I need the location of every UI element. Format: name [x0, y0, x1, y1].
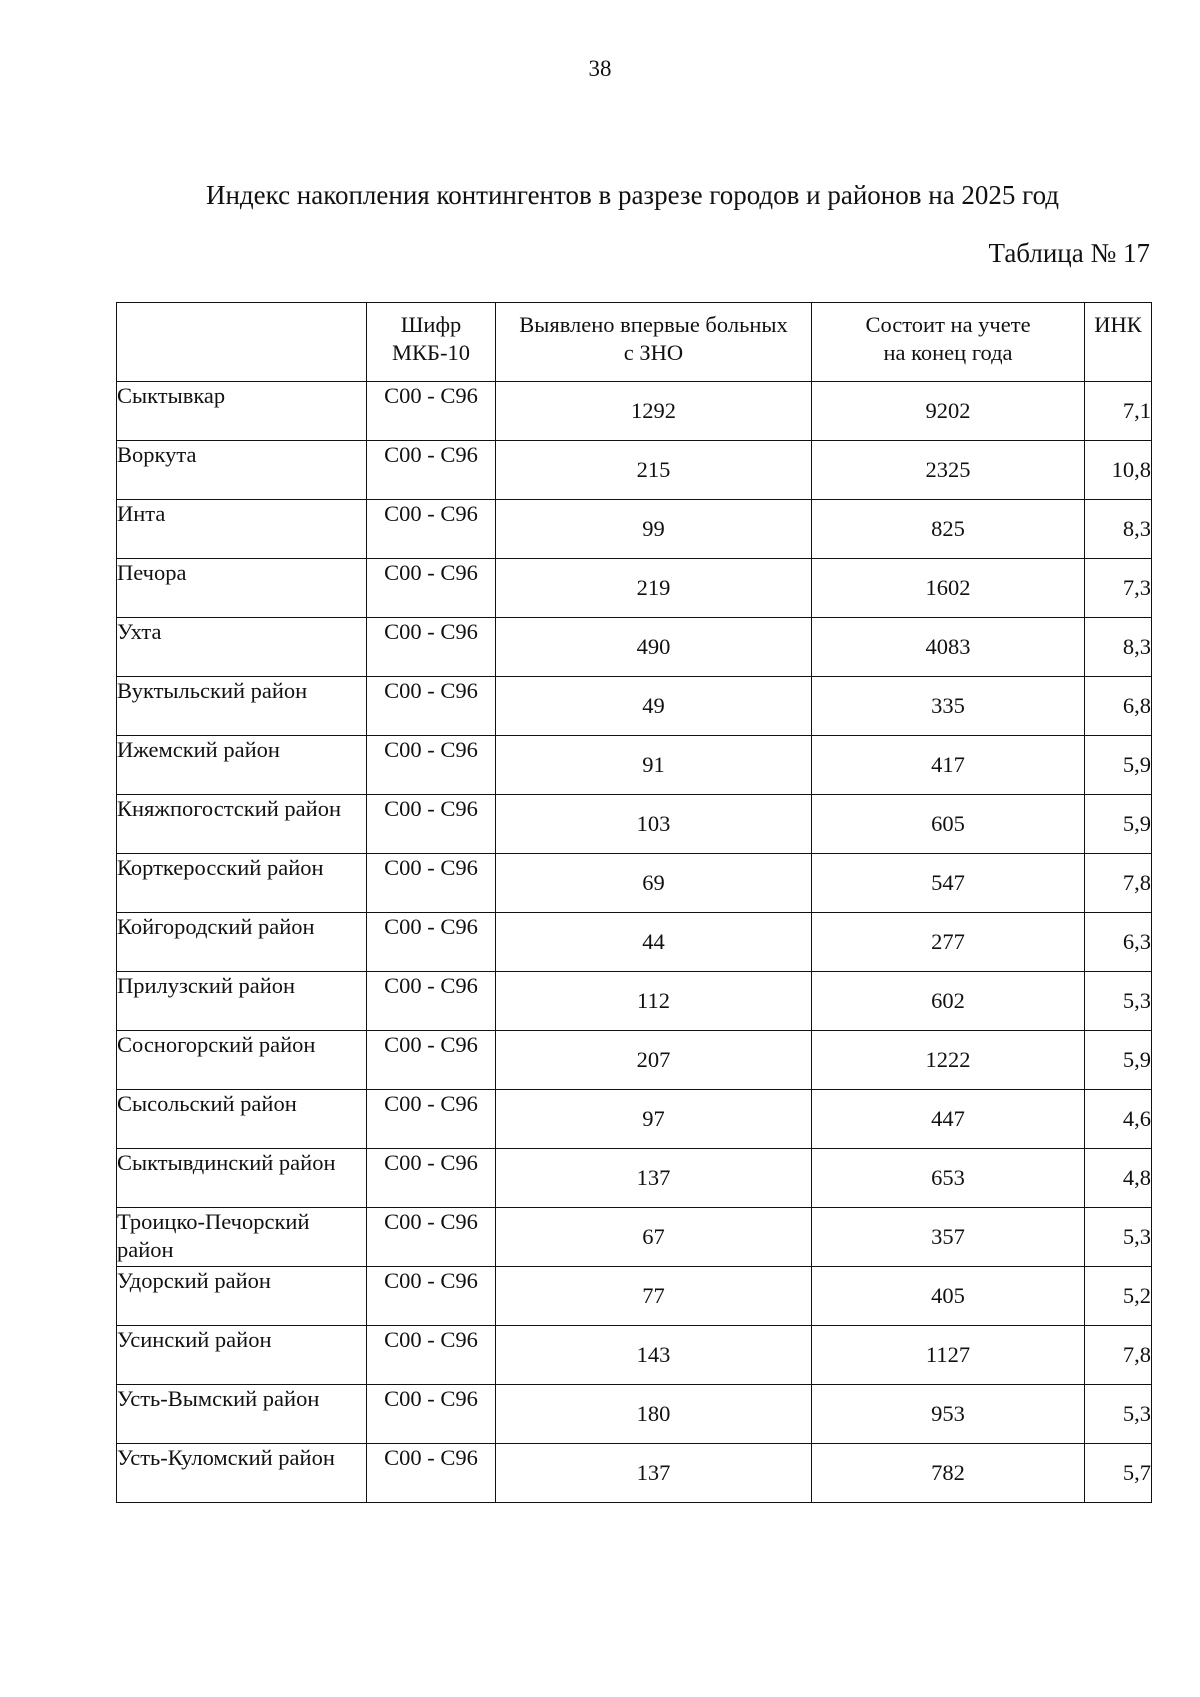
table-row [117, 736, 1152, 795]
cell-ink: 6,8 [1085, 677, 1152, 736]
cell-new-cases: 49 [496, 677, 812, 736]
cell-ink: 8,3 [1085, 500, 1152, 559]
cell-code: С00 - С96 [367, 1444, 496, 1503]
cell-region: Инта [117, 500, 367, 559]
table-row [117, 1326, 1152, 1385]
cell-region: Усть-Вымский район [117, 1385, 367, 1444]
header-code-line2: МКБ-10 [392, 340, 470, 365]
cell-region: Сысольский район [117, 1090, 367, 1149]
table-row [117, 618, 1152, 677]
cell-region: Усть-Куломский район [117, 1444, 367, 1503]
cell-registered: 953 [812, 1385, 1085, 1444]
cell-ink: 7,3 [1085, 559, 1152, 618]
cell-region: Княжпогостский район [117, 795, 367, 854]
cell-region: Вуктыльский район [117, 677, 367, 736]
cell-registered: 2325 [812, 441, 1085, 500]
cell-registered: 547 [812, 854, 1085, 913]
cell-registered: 605 [812, 795, 1085, 854]
cell-new-cases: 97 [496, 1090, 812, 1149]
cell-new-cases: 137 [496, 1444, 812, 1503]
cell-registered: 357 [812, 1208, 1085, 1267]
page-number: 38 [588, 56, 612, 81]
cell-ink: 5,2 [1085, 1267, 1152, 1326]
cell-ink: 5,7 [1085, 1444, 1152, 1503]
cell-region: Прилузский район [117, 972, 367, 1031]
cell-registered: 1602 [812, 559, 1085, 618]
document-title: Индекс накопления контингентов в разрезе городов и районов на 2025 год [205, 180, 1060, 210]
cell-registered: 653 [812, 1149, 1085, 1208]
cell-registered: 335 [812, 677, 1085, 736]
cell-new-cases: 215 [496, 441, 812, 500]
cell-ink: 7,8 [1085, 854, 1152, 913]
cell-new-cases: 1292 [496, 382, 812, 441]
cell-new-cases: 112 [496, 972, 812, 1031]
cell-region: Печора [117, 559, 367, 618]
cell-new-cases: 207 [496, 1031, 812, 1090]
header-code [367, 303, 496, 382]
cell-region: Ухта [117, 618, 367, 677]
cell-code: С00 - С96 [367, 559, 496, 618]
cell-new-cases: 490 [496, 618, 812, 677]
cell-new-cases: 69 [496, 854, 812, 913]
cell-region: Удорский район [117, 1267, 367, 1326]
cell-ink: 5,3 [1085, 1208, 1152, 1267]
cell-code: С00 - С96 [367, 736, 496, 795]
cell-code: С00 - С96 [367, 618, 496, 677]
table-row [117, 854, 1152, 913]
cell-code: С00 - С96 [367, 854, 496, 913]
table-row [117, 972, 1152, 1031]
cell-ink: 5,9 [1085, 1031, 1152, 1090]
table-row [117, 559, 1152, 618]
cell-new-cases: 99 [496, 500, 812, 559]
cell-code: С00 - С96 [367, 677, 496, 736]
cell-registered: 602 [812, 972, 1085, 1031]
ink-table [116, 302, 1152, 1503]
cell-ink: 4,8 [1085, 1149, 1152, 1208]
cell-registered: 447 [812, 1090, 1085, 1149]
table-row [117, 1208, 1152, 1267]
cell-region: Сыктывдинский район [117, 1149, 367, 1208]
table-body [117, 382, 1152, 1503]
cell-registered: 782 [812, 1444, 1085, 1503]
cell-ink: 10,8 [1085, 441, 1152, 500]
cell-registered: 1127 [812, 1326, 1085, 1385]
cell-registered: 1222 [812, 1031, 1085, 1090]
cell-code: С00 - С96 [367, 795, 496, 854]
cell-code: С00 - С96 [367, 382, 496, 441]
header-code-line1: Шифр [400, 312, 462, 337]
table-row [117, 1149, 1152, 1208]
cell-code: С00 - С96 [367, 1090, 496, 1149]
header-new-cases-line1: Выявлено впервые больных [519, 312, 788, 337]
cell-ink: 7,8 [1085, 1326, 1152, 1385]
cell-region: Усинский район [117, 1326, 367, 1385]
cell-registered: 4083 [812, 618, 1085, 677]
cell-new-cases: 219 [496, 559, 812, 618]
cell-new-cases: 44 [496, 913, 812, 972]
table-header [117, 303, 1152, 382]
table-row [117, 1031, 1152, 1090]
cell-new-cases: 103 [496, 795, 812, 854]
header-region [117, 303, 367, 382]
cell-ink: 7,1 [1085, 382, 1152, 441]
cell-code: С00 - С96 [367, 1385, 496, 1444]
cell-code: С00 - С96 [367, 913, 496, 972]
cell-ink: 5,9 [1085, 736, 1152, 795]
header-registered-line1: Состоит на учете [865, 312, 1031, 337]
cell-region: Сыктывкар [117, 382, 367, 441]
table-row [117, 677, 1152, 736]
cell-ink: 5,3 [1085, 972, 1152, 1031]
cell-code: С00 - С96 [367, 972, 496, 1031]
cell-code: С00 - С96 [367, 1149, 496, 1208]
cell-region: Койгородский район [117, 913, 367, 972]
cell-code: С00 - С96 [367, 441, 496, 500]
table-row [117, 382, 1152, 441]
cell-registered: 417 [812, 736, 1085, 795]
cell-registered: 405 [812, 1267, 1085, 1326]
cell-ink: 5,9 [1085, 795, 1152, 854]
cell-registered: 277 [812, 913, 1085, 972]
cell-ink: 6,3 [1085, 913, 1152, 972]
cell-registered: 825 [812, 500, 1085, 559]
table-caption: Таблица № 17 [988, 238, 1150, 268]
header-ink: ИНК [1085, 303, 1152, 382]
cell-code: С00 - С96 [367, 1326, 496, 1385]
cell-registered: 9202 [812, 382, 1085, 441]
cell-new-cases: 143 [496, 1326, 812, 1385]
table-row [117, 500, 1152, 559]
cell-new-cases: 77 [496, 1267, 812, 1326]
cell-code: С00 - С96 [367, 500, 496, 559]
table-row [117, 1267, 1152, 1326]
table-row [117, 1090, 1152, 1149]
cell-code: С00 - С96 [367, 1267, 496, 1326]
header-registered [812, 303, 1085, 382]
cell-new-cases: 137 [496, 1149, 812, 1208]
header-row [117, 303, 1152, 382]
table-row [117, 1444, 1152, 1503]
cell-region: Ижемский район [117, 736, 367, 795]
table-row [117, 795, 1152, 854]
cell-new-cases: 91 [496, 736, 812, 795]
cell-region: Троицко-Печорский район [117, 1208, 367, 1267]
cell-code: С00 - С96 [367, 1031, 496, 1090]
header-new-cases-line2: с ЗНО [623, 340, 684, 365]
cell-ink: 8,3 [1085, 618, 1152, 677]
table-row [117, 1385, 1152, 1444]
header-new-cases [496, 303, 812, 382]
cell-ink: 4,6 [1085, 1090, 1152, 1149]
header-registered-line2: на конец года [883, 340, 1013, 365]
cell-region: Корткеросский район [117, 854, 367, 913]
cell-ink: 5,3 [1085, 1385, 1152, 1444]
cell-new-cases: 180 [496, 1385, 812, 1444]
table-row [117, 913, 1152, 972]
cell-new-cases: 67 [496, 1208, 812, 1267]
cell-region: Воркута [117, 441, 367, 500]
cell-code: С00 - С96 [367, 1208, 496, 1267]
table-row [117, 441, 1152, 500]
cell-region: Сосногорский район [117, 1031, 367, 1090]
